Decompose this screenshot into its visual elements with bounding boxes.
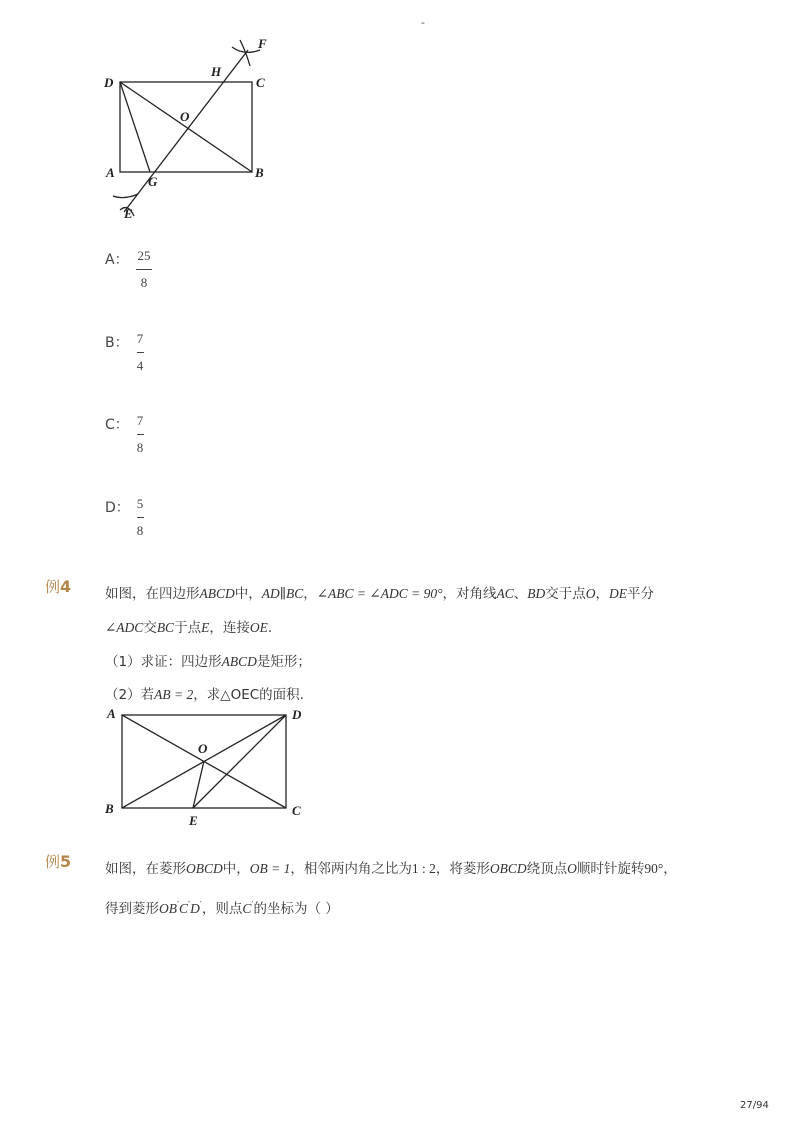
segment-de — [193, 715, 286, 808]
option-c-denominator: 8 — [136, 440, 144, 455]
option-a-numerator: 25 — [137, 248, 151, 263]
example-5-label: 例5 — [45, 852, 72, 871]
label-c: C — [292, 803, 301, 818]
example-4-question-2: （2）若AB = 2，求△OEC的面积. — [105, 687, 304, 703]
option-a-fraction[interactable] — [136, 248, 152, 291]
figure-rectangle-abcd — [100, 700, 310, 830]
label-f: F — [258, 36, 267, 51]
example-4-label: 例4 — [45, 577, 72, 596]
fraction-bar — [137, 352, 144, 353]
option-c-label[interactable]: C： — [105, 417, 129, 433]
fraction-bar — [137, 434, 144, 435]
example-5-line-1: 如图，在菱形OBCD中，OB = 1，相邻两内角之比为1 : 2，将菱形OBCD绕顶点O顺时针旋转90°， — [105, 861, 677, 877]
label-d: D — [292, 707, 302, 722]
arc-mark-f — [232, 40, 260, 66]
header-mark: - — [421, 16, 425, 29]
option-b-fraction[interactable] — [132, 331, 148, 374]
option-b-numerator: 7 — [136, 331, 144, 346]
example-4-line-2: ∠ADC交BC于点E，连接OE. — [105, 620, 273, 636]
label-b: B — [105, 801, 114, 816]
option-d-denominator: 8 — [136, 523, 144, 538]
label-o: O — [198, 741, 208, 756]
label-e: E — [124, 206, 133, 221]
example-5-line-2: 得到菱形OB′C′D′，则点C′的坐标为（ ） — [105, 900, 339, 917]
label-d: D — [104, 75, 114, 90]
label-g: G — [148, 174, 158, 189]
segment-dg — [120, 82, 150, 172]
example-4-question-1: （1）求证：四边形ABCD是矩形； — [105, 654, 311, 670]
option-c-numerator: 7 — [136, 413, 144, 428]
option-a-denominator: 8 — [140, 275, 148, 290]
option-d-numerator: 5 — [136, 496, 144, 511]
option-b-label[interactable]: B： — [105, 335, 129, 351]
diagonal-db — [120, 82, 252, 172]
label-b: B — [255, 165, 264, 180]
option-c-fraction[interactable] — [132, 413, 148, 456]
segment-oe — [193, 761, 204, 808]
label-o: O — [180, 109, 190, 124]
page-number: 27/94 — [740, 1100, 769, 1111]
option-d-fraction[interactable] — [132, 496, 148, 539]
figure-rectangle-construction — [95, 30, 285, 230]
option-d-label[interactable]: D： — [105, 500, 130, 516]
option-a-label[interactable]: A： — [105, 252, 129, 268]
example-4-line-1: 如图，在四边形ABCD中，AD∥BC，∠ABC = ∠ADC = 90°，对角线AC、BD交于点O，DE平分 — [105, 586, 654, 602]
label-h: H — [211, 64, 222, 79]
label-c: C — [256, 75, 265, 90]
option-b-denominator: 4 — [136, 358, 144, 373]
label-e: E — [189, 813, 198, 828]
perpendicular-bisector-ef — [124, 50, 248, 212]
fraction-bar — [137, 517, 144, 518]
fraction-bar — [136, 269, 152, 270]
label-a: A — [107, 706, 116, 721]
label-a: A — [106, 165, 115, 180]
